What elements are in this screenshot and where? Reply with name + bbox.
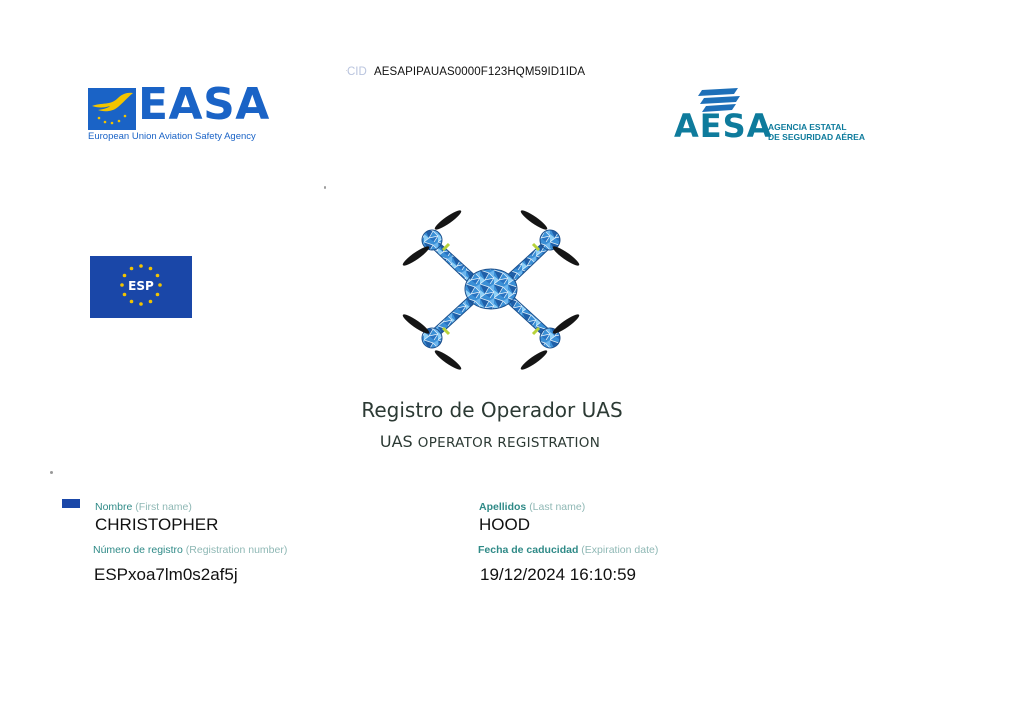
aesa-wordmark: AESA [674,107,773,145]
title-english-prefix: UAS [379,432,413,451]
registration-label-alt: (Registration number) [185,544,288,556]
title-english [0,432,980,451]
cid-value: AESAPIPAUAS0000F123HQM59ID1IDA [374,66,586,78]
registration-label-main: Número de registro [93,544,183,556]
registration-label [93,544,287,556]
scan-speck [346,70,347,71]
aesa-subtitle-line1: AGENCIA ESTATAL [768,122,847,132]
eu-star [139,302,143,306]
title-spanish: Registro de Operador UAS [361,398,623,422]
aesa-subtitle [768,122,865,142]
easa-subtitle: European Union Aviation Safety Agency [88,131,256,142]
expiration-date-value: 19/12/2024 16:10:59 [480,565,636,584]
first-name-value: CHRISTOPHER [95,515,219,534]
eu-flag [90,256,192,318]
eu-star [149,267,153,271]
first-name-label [95,501,192,513]
eu-star [130,267,134,271]
last-name-value: HOOD [479,515,530,534]
easa-bird-icon [88,88,136,130]
scan-speck [324,186,326,189]
eu-star [123,274,127,278]
first-name-label-alt: (First name) [135,501,192,513]
last-name-label [479,501,585,513]
aesa-subtitle-line2: DE SEGURIDAD AÉREA [768,132,865,142]
blue-marker [62,499,80,508]
easa-logo [88,79,278,146]
title-english-caps: OPERATOR REGISTRATION [417,435,601,451]
expiration-label-main: Fecha de caducidad [478,544,579,556]
cid-label: CID [347,66,367,78]
registration-number-value: ESPxoa7lm0s2af5j [94,565,238,584]
eu-star [156,293,160,297]
last-name-label-main: Apellidos [479,501,527,513]
eu-star [149,300,153,304]
eu-star [139,264,143,268]
last-name-label-alt: (Last name) [529,501,586,513]
eu-star [156,274,160,278]
expiration-label-alt: (Expiration date) [581,544,659,556]
drone-icon [396,200,586,378]
flag-country-code: ESP [128,279,154,293]
eu-star [123,293,127,297]
first-name-label-main: Nombre [95,501,133,513]
cid-line [347,66,585,78]
scan-speck [50,471,53,474]
eu-star [130,300,134,304]
easa-wordmark: EASA [138,79,270,130]
expiration-label [478,544,658,556]
aesa-logo [674,88,894,144]
